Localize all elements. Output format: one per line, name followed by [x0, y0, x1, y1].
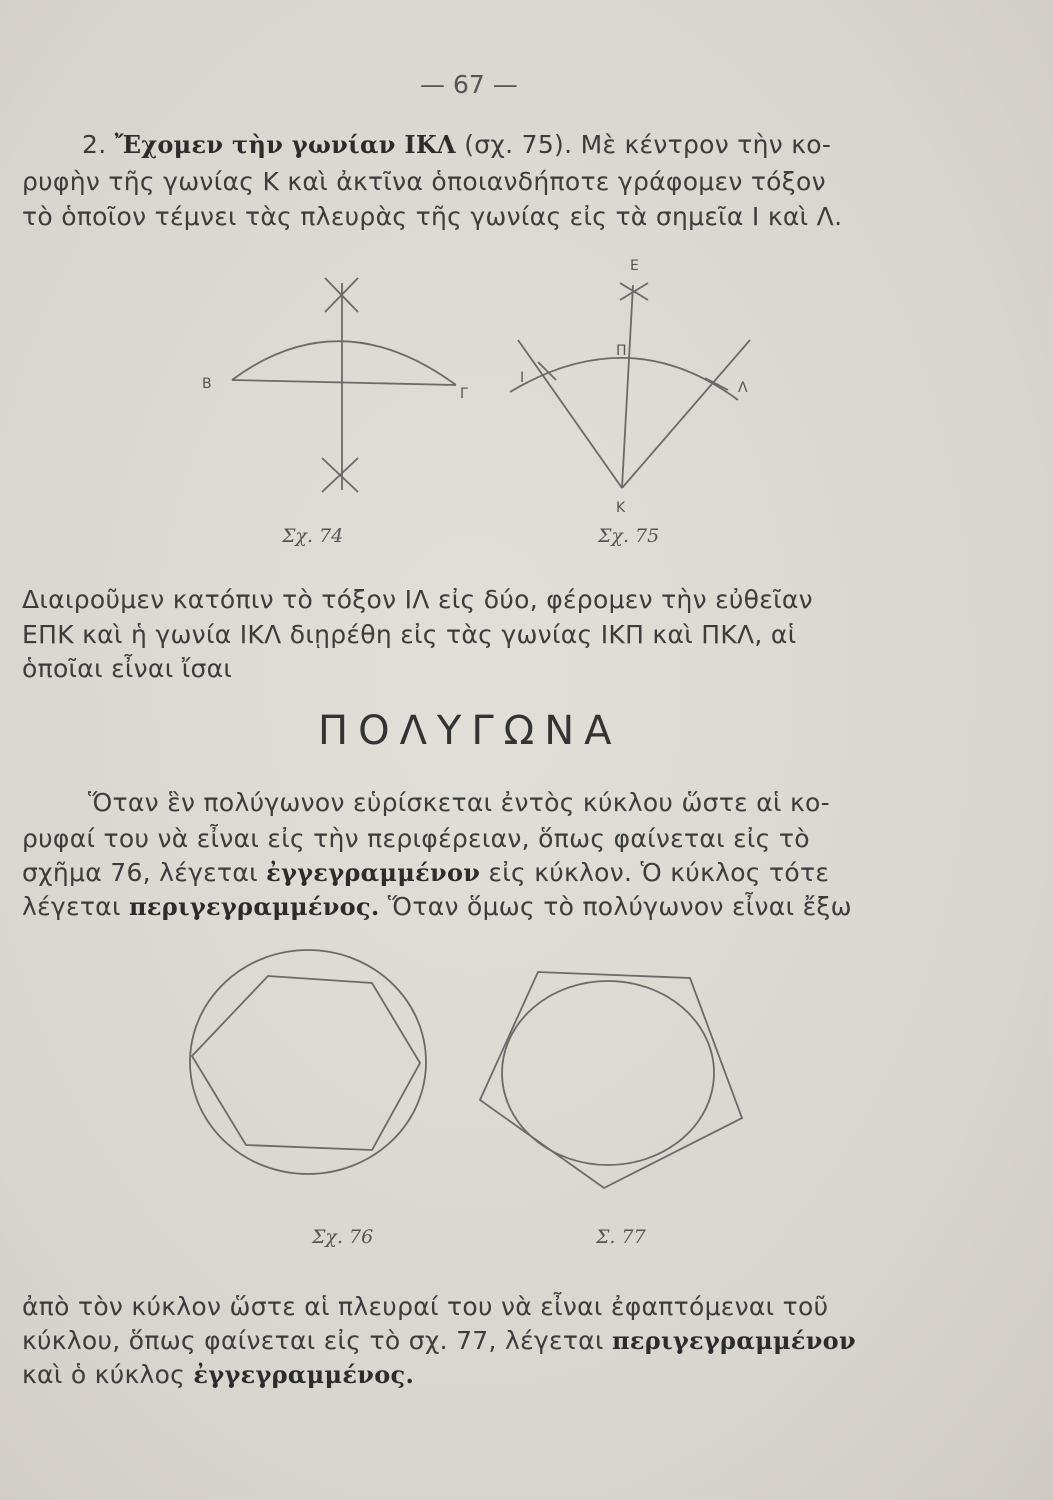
para2-line3: ὁποῖαι εἶναι ἴσαι: [22, 654, 233, 683]
para3-line2: ρυφαί του νὰ εἶναι εἰς τὴν περιφέρειαν, ὅπως φαίνεται εἰς τὸ: [22, 824, 810, 853]
figure-77: [480, 972, 742, 1188]
para2-line1: Διαιροῦμεν κατόπιν τὸ τόξον ΙΛ εἰς δύο, φέρομεν τὴν εὐθεῖαν: [22, 585, 813, 614]
section-heading: ΠΟΛΥΓΩΝΑ: [318, 708, 622, 754]
para4-line1: ἀπὸ τὸν κύκλον ὥστε αἱ πλευραί του νὰ εἶναι ἐφαπτόμεναι τοῦ: [22, 1292, 829, 1321]
para4-line3: [22, 1358, 414, 1392]
fig76-caption: Σχ. 76: [312, 1226, 374, 1248]
para4-line2-bold: περιγεγραμμένον: [611, 1326, 856, 1355]
para1-rest: (σχ. 75). Μὲ κέντρον τὴν κο-: [455, 130, 832, 159]
fig75-label-i: Ι: [520, 370, 525, 386]
para3-line4-a: λέγεται: [22, 892, 129, 921]
para2-line2: ΕΠΚ καὶ ἡ γωνία ΙΚΛ διῃρέθη εἰς τὰς γωνίας ΙΚΠ καὶ ΠΚΛ, αἱ: [22, 620, 797, 649]
fig74-label-g: Γ: [460, 386, 468, 402]
fig76-hexagon: [192, 976, 420, 1150]
para3-line1: Ὅταν ἓν πολύγωνον εὑρίσκεται ἐντὸς κύκλου ὥστε αἱ κο-: [88, 788, 830, 817]
para1-line3: τὸ ὁποῖον τέμνει τὰς πλευρὰς τῆς γωνίας εἰς τὰ σημεῖα Ι καὶ Λ.: [22, 202, 843, 231]
fig75-label-p: Π: [616, 343, 627, 359]
fig75-label-l: Λ: [738, 380, 748, 396]
page-number: — 67 —: [420, 70, 518, 99]
para1-line2: ρυφὴν τῆς γωνίας Κ καὶ ἀκτῖνα ὁποιανδήποτε γράφομεν τόξον: [22, 167, 826, 196]
fig75-caption: Σχ. 75: [598, 525, 660, 547]
fig77-caption: Σ. 77: [596, 1226, 646, 1248]
fig75-label-k: Κ: [616, 500, 626, 516]
fig75-label-e: Ε: [630, 258, 639, 274]
para3-line4-b: Ὅταν ὅμως τὸ πολύγωνον εἶναι ἔξω: [379, 892, 852, 921]
para4-line3-a: καὶ ὁ κύκλος: [22, 1360, 194, 1389]
para1-prefix: 2.: [82, 130, 115, 159]
fig76-circle: [190, 950, 426, 1174]
para3-line4-bold: περιγεγραμμένος.: [128, 892, 380, 921]
fig74-caption: Σχ. 74: [282, 525, 344, 547]
para4-line2: [22, 1324, 856, 1358]
para3-line3-a: σχῆμα 76, λέγεται: [22, 858, 267, 887]
para3-line3-bold: ἐγγεγραμμένον: [266, 858, 481, 887]
figure-76: [190, 950, 426, 1174]
fig74-label-b: Β: [202, 376, 212, 392]
para4-line3-bold: ἐγγεγραμμένος.: [193, 1360, 415, 1389]
fig77-pentagon: [480, 972, 742, 1188]
para4-line2-a: κύκλου, ὅπως φαίνεται εἰς τὸ σχ. 77, λέγεται: [22, 1326, 612, 1355]
para3-line3-b: εἰς κύκλον. Ὁ κύκλος τότε: [480, 858, 830, 887]
para1-bold: Ἔχομεν τὴν γωνίαν ΙΚΛ: [114, 130, 456, 159]
